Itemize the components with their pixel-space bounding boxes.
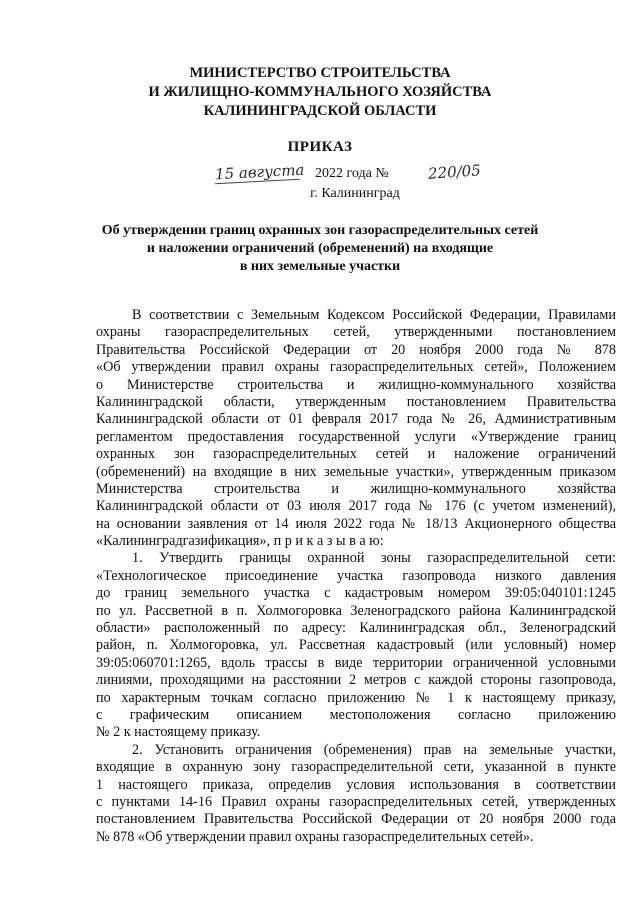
body-line: Министерства строительства и жилищно-коммунального хозяйства <box>96 480 616 497</box>
document-type: ПРИКАЗ <box>287 139 353 155</box>
body-line: постановлением Правительства Российской Федерации от 20 ноября 2000 года <box>96 811 616 828</box>
body-line: Калининградской области от 03 июля 2017 года № 176 (с учетом изменений), <box>96 498 616 515</box>
body-line: входящие в охранную зону газораспределительной сети, указанной в пункте <box>96 759 616 776</box>
body-line: по ул. Рассветной в п. Холмогоровка Зеленоградского района Калининградской <box>96 602 616 619</box>
body-line: 1. Утвердить границы охранной зоны газораспределительной сети: <box>132 550 616 567</box>
body-line: линиями, проходящими на расстоянии 2 метров с каждой стороны газопровода, <box>96 672 616 689</box>
body-line: с графическим описанием местоположения согласно приложению <box>96 706 616 723</box>
ministry-name <box>0 64 640 121</box>
body-line: Калининградской области, утвержденным постановлением Правительства <box>96 393 616 410</box>
body-line: охранных зон газораспределительных сетей и наложение ограничений <box>96 446 616 463</box>
ministry-line: МИНИСТЕРСТВО СТРОИТЕЛЬСТВА <box>189 65 451 81</box>
body-line: 1 настоящего приказа, определив условия использования в соответствии <box>96 776 616 793</box>
city: г. Калининград <box>310 186 400 201</box>
subject-line: в них земельные участки <box>239 259 401 274</box>
body-line: Правительства Российской Федерации от 20 ноября 2000 года № 878 <box>96 341 616 358</box>
body-line: регламентом предоставления государственной услуги «Утверждение границ <box>96 428 616 445</box>
ministry-line: И ЖИЛИЩНО-КОММУНАЛЬНОГО ХОЗЯЙСТВА <box>148 84 492 100</box>
printed-year: 2022 года № <box>315 166 389 181</box>
body-line: Калининградской области от 01 февраля 2017 года № 26, Административным <box>96 411 616 428</box>
body-line: «Калининградгазификация», п р и к а з ы в а ю: <box>96 533 384 550</box>
subject-line: и наложении ограничений (обременений) на входящие <box>146 241 494 256</box>
body-line: № 878 «Об утверждении правил охраны газораспределительных сетей». <box>96 828 534 845</box>
body-line: № 2 к настоящему приказу. <box>96 724 261 741</box>
body-line: 39:05:060701:1265, вдоль трассы в виде территории ограниченной условными <box>96 654 616 671</box>
body-line: по характерным точкам согласно приложению № 1 к настоящему приказу, <box>96 689 616 706</box>
body-line: «Технологическое присоединение участка газопровода низкого давления <box>96 567 616 584</box>
ministry-line: КАЛИНИНГРАДСКОЙ ОБЛАСТИ <box>203 103 437 119</box>
body-line: (обременений) на входящие в них земельные участки», утвержденным приказом <box>96 463 616 480</box>
body-line: район, п. Холмогоровка, ул. Рассветная кадастровый (или условный) номер <box>96 637 616 654</box>
body-line: о Министерстве строительства и жилищно-коммунального хозяйства <box>96 376 616 393</box>
body-line: охраны газораспределительных сетей, утвержденными постановлением <box>96 324 616 341</box>
subject-line: Об утверждении границ охранных зон газораспределительных сетей <box>101 223 539 238</box>
document-body <box>96 307 616 846</box>
handwritten-number: 220/05 <box>427 161 482 183</box>
body-line: В соответствии с Земельным Кодексом Российской Федерации, Правилами <box>132 307 616 323</box>
body-line: 2. Установить ограничения (обременения) прав на земельные участки, <box>132 741 616 758</box>
order-subject <box>0 222 640 276</box>
body-line: до границ земельного участка с кадастровым номером 39:05:040101:1245 <box>96 585 616 602</box>
body-line: области» расположенный по адресу: Калининградская обл., Зеленоградский <box>96 620 616 637</box>
body-line: на основании заявления от 14 июля 2022 года № 18/13 Акционерного общества <box>96 515 616 532</box>
body-line: с пунктами 14-16 Правил охраны газораспределительных сетей, утвержденных <box>96 793 616 810</box>
handwritten-date: 15 августа <box>214 160 305 184</box>
body-line: «Об утверждении правил охраны газораспределительных сетей», Положением <box>96 359 616 376</box>
